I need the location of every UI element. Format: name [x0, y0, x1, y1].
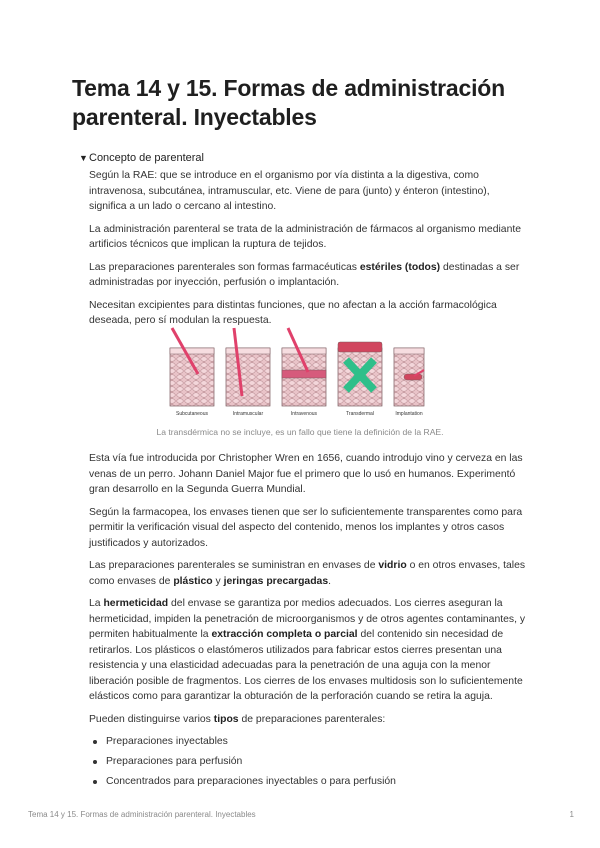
- paragraph-sterile: Las preparaciones parenterales son formas farmacéuticas estériles (todos) destinadas a ser administradas por inyección, perfusión o implantación.: [89, 261, 520, 288]
- bold-vidrio: vidrio: [378, 560, 407, 571]
- section-1: [89, 168, 529, 336]
- routes-illustration: [168, 326, 426, 418]
- list-item: Preparaciones inyectables: [89, 734, 529, 749]
- label-transdermal: Transdermal: [346, 411, 374, 417]
- bold-sterile: estériles (todos): [359, 261, 441, 273]
- paragraph-definition: La administración parenteral se trata de la administración de fármacos al organismo mediante artificios técnicos que implican la ruptura de tejidos.: [89, 223, 522, 250]
- paragraph-rae: Según la RAE: que se introduce en el organismo por vía distinta a la digestiva, como intravenosa, subcutánea, intramuscular, etc. Viene de para (junto) y énteron (intestino), significa a un lado o cercano al intestino.: [89, 170, 490, 212]
- panel-subcutaneous: [170, 328, 214, 406]
- bold-plastico: plástico: [173, 575, 213, 587]
- paragraph-excipients: Necesitan excipientes para distintas funciones, que no afectan a la acción farmacológica deseada, pero sí modulan la respuesta.: [89, 299, 497, 326]
- footer-title: Tema 14 y 15. Formas de administración parenteral. Inyectables: [28, 810, 256, 819]
- toggle-label: Concepto de parenteral: [89, 152, 204, 164]
- bold-extraccion: extracción completa o parcial: [211, 629, 358, 640]
- panel-transdermal: [338, 342, 382, 406]
- page-title: Tema 14 y 15. Formas de administración parenteral. Inyectables: [72, 75, 505, 130]
- label-intravenous: Intravenous: [290, 411, 318, 417]
- bold-tipos: tipos: [213, 713, 239, 725]
- paragraph-hermeticity: La hermeticidad del envase se garantiza por medios adecuados. Los cierres aseguran la hermeticidad, impiden la penetración de microorganismos y de otros agentes contaminantes, y permiten habitualmente la extracción completa o parcial del contenido sin necesidad de retirarlos. Los plásticos o elastómeros utilizados para fabricar estos cierres presentan una resistencia y una elasticidad adecuadas para la penetración de una aguja con la menor liberación posible de fragmentos. Los cierres de los envases multidosis son lo suficientemente elásticos como para garantizar la obturación de la perforación cuando se retira la aguja.: [89, 598, 526, 702]
- types-list: [89, 734, 529, 789]
- section-2: [89, 451, 529, 794]
- page-footer: [28, 810, 574, 819]
- paragraph-types: Pueden distinguirse varios tipos de preparaciones parenterales:: [89, 713, 386, 725]
- list-item: Concentrados para preparaciones inyectables o para perfusión: [89, 774, 529, 789]
- panel-intravenous: [282, 328, 326, 406]
- panel-intramuscular: [226, 328, 270, 406]
- label-implantation: Implantation: [395, 411, 423, 417]
- toggle-triangle-icon[interactable]: ▼: [79, 153, 88, 163]
- paragraph-history: Esta vía fue introducida por Christopher Wren en 1656, cuando introdujo vino y cerveza en las venas de un perro. Johann Daniel Major fue el primero que lo usó en humanos. Experimentó gran desarrollo en la Segunda Guerra Mundial.: [89, 453, 523, 495]
- parenteral-routes-figure: [168, 326, 426, 418]
- toggle-concepto-parenteral[interactable]: [79, 151, 204, 165]
- bold-hermeticidad: hermeticidad: [103, 598, 169, 609]
- paragraph-containers: Las preparaciones parenterales se suministran en envases de vidrio o en otros envases, tales como envases de plástico y jeringas precargadas.: [89, 560, 526, 587]
- panel-implantation: [394, 348, 424, 406]
- page-number: 1: [569, 810, 574, 819]
- bold-jeringas: jeringas precargadas: [223, 575, 329, 587]
- label-intramuscular: Intramuscular: [232, 411, 264, 417]
- label-subcutaneous: Subcutaneous: [176, 411, 208, 417]
- list-item: Preparaciones para perfusión: [89, 754, 529, 769]
- paragraph-pharmacopeia: Según la farmacopea, los envases tienen que ser lo suficientemente transparentes como para permitir la verificación visual del aspecto del contenido, menos los implantes y otros casos justificados y autorizados.: [89, 506, 523, 549]
- figure-caption: La transdérmica no se incluye, es un fallo que tiene la definición de la RAE.: [156, 427, 444, 437]
